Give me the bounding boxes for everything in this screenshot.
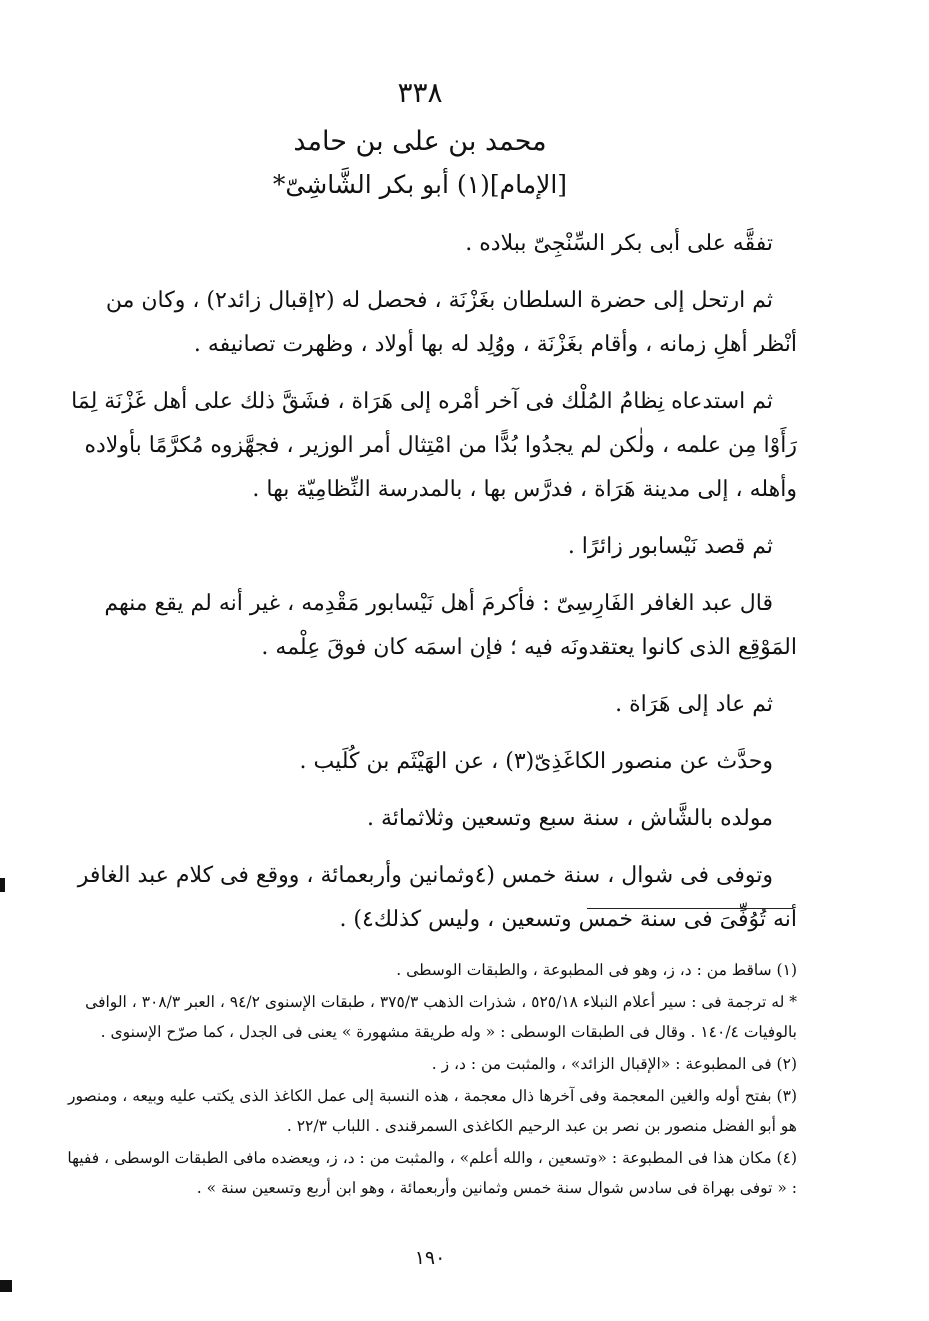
body-paragraph: ثم استدعاه نِظامُ المُلْك فى آخر أمْره إلى هَرَاة ، فشَقَّ ذلك على أهل غَزْنَة لِمَا رَأَوْا مِن علمه ، ولٰكن لم يجدُوا بُدًّا من امْتِثال أمر الوزير ، فجهَّزوه مُكرَّمًا بأولاده وأهله ، إلى مدينة هَرَاة ، فدرَّس بها ، بالمدرسة النِّظامِيّة بها . xyxy=(71,389,797,502)
body-paragraph: قال عبد الغافر الفَارِسِىّ : فأكرمَ أهل نَيْسابور مَقْدِمه ، غير أنه لم يقع منهم المَوْقِع الذى كانوا يعتقدونَه فيه ؛ فإن اسمَه كان فوقَ عِلْمه . xyxy=(104,591,797,660)
footnote-item: * له ترجمة فى : سير أعلام النبلاء ٥٢٥/١٨ ، شذرات الذهب ٣٧٥/٣ ، طبقات الإسنوى ٩٤/٢ ، العبر ٣٠٨/٣ ، الوافى بالوفيات ١٤٠/٤ . وقال فى الطبقات الوسطى : « وله طريقة مشهورة » يعنى فى الجدل ، كما صرّح الإسنوى . xyxy=(85,993,797,1041)
body-paragraph: وحدَّث عن منصور الكاغَذِىّ(٣) ، عن الهَيْثَم بن كُلَيب . xyxy=(299,749,773,774)
scan-edge-mark xyxy=(0,1280,12,1292)
body-paragraph: مولده بالشَّاش ، سنة سبع وتسعين وثلاثمائة . xyxy=(366,806,773,831)
entry-subtitle: [الإمام](١) أبو بكر الشَّاشِىّ* xyxy=(272,170,568,199)
entry-title: محمد بن على بن حامد xyxy=(293,126,547,157)
entry-number: ٣٣٨ xyxy=(397,76,443,109)
footnote-item: (٣) بفتح أوله والغين المعجمة وفى آخرها ذال معجمة ، هذه النسبة إلى عمل الكاغذ الذى يكتب عليه وبيعه ، ومنصور هو أبو الفضل منصور بن نصر بن عبد الرحيم الكاغذى السمرقندى . اللباب ٢٢/٣ . xyxy=(67,1087,797,1135)
body-paragraph: وتوفى فى شوال ، سنة خمس (٤وثمانين وأربعمائة ، ووقع فى كلام عبد الغافر أنه تُوُفِّىَ فى سنة خمس وتسعين ، وليس كذلك٤) . xyxy=(77,863,797,932)
body-paragraph: تفقَّه على أبى بكر السِّنْجِىّ ببلاده . xyxy=(465,231,773,256)
footnote-divider xyxy=(587,908,793,909)
scan-edge-mark xyxy=(0,878,5,892)
body-paragraph: ثم ارتحل إلى حضرة السلطان بغَزْنَة ، فحصل له (٢إقبال زائد٢) ، وكان من أنْظر أهلِ زمانه ، وأقام بغَزْنَة ، ووُلِد له بها أولاد ، وظهرت تصانيفه . xyxy=(105,288,797,357)
body-paragraph: ثم عاد إلى هَرَاة . xyxy=(615,692,773,717)
biography-body xyxy=(62,222,797,955)
page-number: ١٩٠ xyxy=(414,1247,446,1269)
footnotes-section xyxy=(62,955,797,1205)
footnote-item: (٤) مكان هذا فى المطبوعة : «وتسعين ، والله أعلم» ، والمثبت من : د، ز، ويعضده مافى الطبقات الوسطى ، ففيها : « توفى بهراة فى سادس شوال سنة خمس وثمانين وأربعمائة ، وهو ابن أربع وتسعين سنة » . xyxy=(67,1149,797,1197)
footnote-item: (٢) فى المطبوعة : «الإقبال الزائد» ، والمثبت من : د، ز . xyxy=(431,1055,797,1073)
body-paragraph: ثم قصد نَيْسابور زائرًا . xyxy=(567,534,773,559)
footnote-item: (١) ساقط من : د، ز، وهو فى المطبوعة ، والطبقات الوسطى . xyxy=(396,961,797,979)
